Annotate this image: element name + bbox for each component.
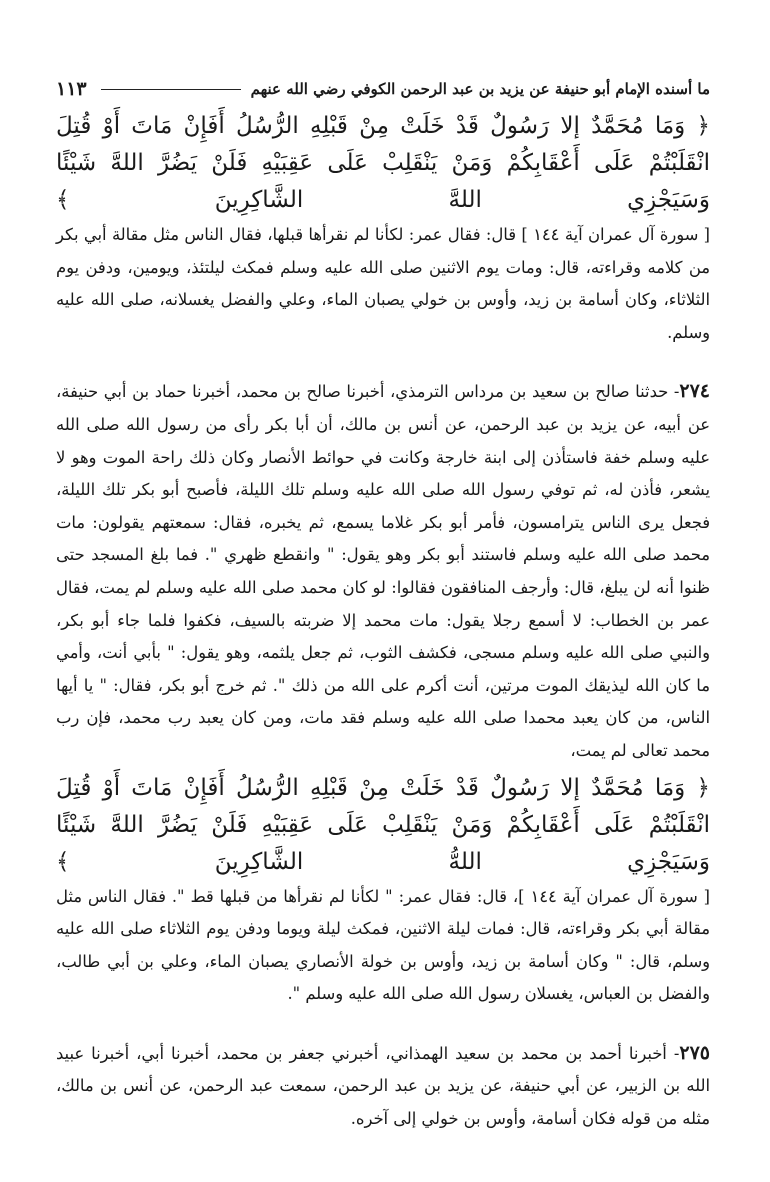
header-title: ما أسنده الإمام أبو حنيفة عن يزيد بن عبد الرحمن الكوفي رضي الله عنهم bbox=[250, 80, 710, 98]
hadith-275-text bbox=[56, 1037, 710, 1136]
hadith-274-continuation: [ سورة آل عمران آية ١٤٤ ]، قال: فقال عمر: " لكأنا لم نقرأها من قبلها قط ". فقال الناس مثل مقالة أبي بكر وقراءته، قال: فمات ليلة الاثنين، فمكث ليلة ويوما ودفن يوم الثلاثاء صلى الله عليه وسلم، قال: " وكان أسامة بن زيد، وأوس بن خولة الأنصاري يصبان الماء، وعلي بن أبي طالب، والفضل بن العباس، يغسلان رسول الله صلى الله عليه وسلم ". bbox=[56, 886, 710, 1004]
hadith-text-body: [ سورة آل عمران آية ١٤٤ ] قال: فقال عمر: لكأنا لم نقرأها قبلها، فقال الناس مثل مقالة أبي بكر من كلامه وقراءته، قال: ومات يوم الاثنين صلى الله عليه وسلم فمكث ليلتئذ، ويومين، ودفن يوم الثلاثاء، وكان أسامة بن زيد، وأوس بن خولي يصبان الماء، وعلي والفضل يغسلانه، صلى الله عليه وسلم. bbox=[56, 225, 711, 342]
hadith-number: ٢٧٤ bbox=[679, 380, 710, 403]
paragraph-gap bbox=[56, 349, 710, 375]
hadith-number: ٢٧٥ bbox=[679, 1041, 710, 1064]
header-rule bbox=[101, 89, 241, 90]
quran-verse: ﴿ وَمَا مُحَمَّدٌ إلا رَسُولٌ قَدْ خَلَتْ مِنْ قَبْلِهِ الرُّسُلُ أَفَإِنْ مَاتَ أَوْ قُتِلَ انْقَلَبْتُمْ عَلَى أَعْقَابِكُمْ وَمَنْ يَنْقَلِبْ عَلَى عَقِبَيْهِ فَلَنْ يَضُرَّ اللهَّ شَيْئًا وَسَيَجْزِي اللهَّ الشَّاكِرِينَ ﴾ bbox=[56, 113, 710, 213]
hadith-274-body: - حدثنا صالح بن سعيد بن مرداس الترمذي، أخبرنا صالح بن محمد، أخبرنا حماد بن أبي حنيفة، عن أبيه، عن يزيد بن عبد الرحمن، عن أنس بن مالك، أن أبا بكر رأى من رسول الله صلى الله عليه وسلم خفة فاستأذن إلى ابنة خارجة وكانت في حوائط الأنصار وكان ذلك راحة الموت وهو لا يشعر، فأذن له، ثم توفي رسول الله صلى الله عليه وسلم تلك الليلة، فأصبح أبو بكر تلك الليلة، فجعل يرى الناس يترامسون، فأمر أبو بكر غلاما يسمع، ثم يخبره، فقال: سمعتهم يقولون: مات محمد صلى الله عليه وسلم فاستند أبو بكر وهو يقول: " وانقطع ظهري ". فما بلغ المسجد حتى ظنوا أنه لن يبلغ، قال: وأرجف المنافقون فقالوا: لو كان محمد صلى الله عليه وسلم لم يمت، فقال عمر بن الخطاب: لا أسمع رجلا يقول: مات محمد إلا ضربته بالسيف، فكفوا فلما جاء أبو بكر، والنبي صلى الله عليه وسلم مسجى، فكشف الثوب، ثم جعل يلثمه، وهو يقول: " بأبي أنت، وأمي ما كان الله ليذيقك الموت مرتين، أنت أكرم على الله من ذلك ". ثم خرج أبو بكر، فقال: " يا أيها الناس، من كان يعبد محمدا صلى الله عليه وسلم فقد مات، ومن كان يعبد رب محمد، فإن رب محمد تعالى لم يمت، bbox=[56, 382, 710, 760]
hadith-275-body: - أخبرنا أحمد بن محمد بن سعيد الهمذاني، أخبرني جعفر بن محمد، أخبرنا أبي، أخبرنا عبيد الله بن الزبير، عن أبي حنيفة، عن يزيد بن عبد الرحمن، سمعت عبد الرحمن، عن أنس بن مالك، مثله من قوله فكان أسامة، وأوس بن خولي إلى آخره. bbox=[56, 1043, 710, 1129]
running-header bbox=[56, 72, 710, 106]
quran-verse: ﴿ وَمَا مُحَمَّدٌ إلا رَسُولٌ قَدْ خَلَتْ مِنْ قَبْلِهِ الرُّسُلُ أَفَإِنْ مَاتَ أَوْ قُتِلَ انْقَلَبْتُمْ عَلَى أَعْقَابِكُمْ وَمَنْ يَنْقَلِبْ عَلَى عَقِبَيْهِ فَلَنْ يَضُرَّ اللهَّ شَيْئًا وَسَيَجْزِي اللهُّ الشَّاكِرِينَ ﴾ bbox=[56, 774, 710, 875]
paragraph-gap bbox=[56, 1011, 710, 1037]
hadith-275 bbox=[56, 1037, 710, 1136]
page-number: ١١٣ bbox=[56, 78, 87, 100]
hadith-text bbox=[56, 219, 710, 349]
hadith-274 bbox=[56, 375, 710, 1011]
continued-hadith bbox=[56, 108, 710, 349]
hadith-274-text bbox=[56, 375, 710, 767]
